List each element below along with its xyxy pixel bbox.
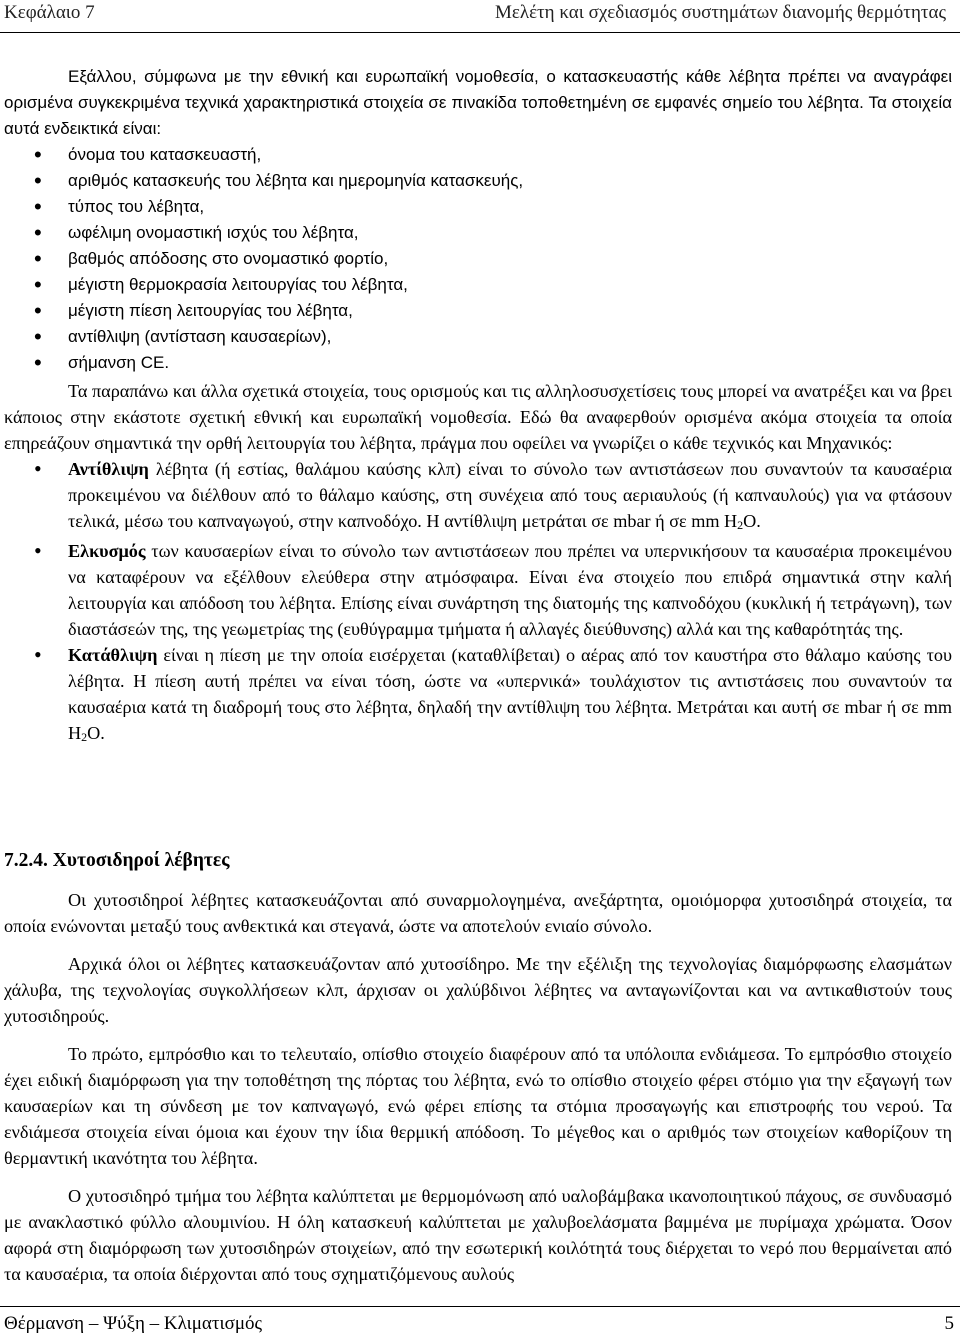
intro-block (4, 64, 952, 376)
page-footer (0, 1306, 960, 1337)
chapter-label: Κεφάλαιο 7 (4, 2, 95, 23)
list-item: • τύπος του λέβητα, (4, 194, 952, 220)
list-item: • βαθμός απόδοσης στο ονομαστικό φορτίο, (4, 246, 952, 272)
paragraph: Τα παραπάνω και άλλα σχετικά στοιχεία, τους ορισμούς και τις αλληλοσυσχετίσεις τους μπορεί να ανατρέξει και να βρει κάποιος στην εκάστοτε σχετική εθνική και ευρωπαϊκή νομοθεσία. Εδώ θα αναφερθούν ορισμένα ακόμα στοιχεία τα οποία επηρεάζουν σημαντικά την ορθή λειτουργία του λέβητα, πράγμα που οφείλει να γνωρίζει ο κάθε τεχνικός και Μηχανικός: (4, 381, 952, 453)
definitions-block (4, 378, 952, 750)
definition-term: Κατάθλιψη (68, 645, 158, 665)
section-number: 7.2.4. (4, 850, 48, 871)
plate-data-list (4, 142, 952, 376)
list-item: • σήμανση CE. (4, 350, 952, 376)
header-title: Μελέτη και σχεδιασμός συστημάτων διανομής θερμότητας (494, 2, 946, 23)
definition-item (4, 642, 952, 750)
intro-paragraph: Εξάλλου, σύμφωνα με την εθνική και ευρωπαϊκή νομοθεσία, ο κατασκευαστής κάθε λέβητα πρέπει να αναγράφει ορισμένα συγκεκριμένα τεχνικά χαρακτηριστικά στοιχεία σε πινακίδα τοποθετημένη σε εμφανές σημείο του λέβητα. Τα στοιχεία αυτά ενδεικτικά είναι: (4, 67, 952, 138)
list-item: • αντίθλιψη (αντίσταση καυσαερίων), (4, 324, 952, 350)
definition-term: Αντίθλιψη (68, 459, 149, 479)
definition-item (4, 456, 952, 538)
paragraph: Ο χυτοσιδηρό τμήμα του λέβητα καλύπτεται με θερμομόνωση από υαλοβάμβακα ικανοποιητικού πάχους, σε συνδυασμό με ανακλαστικό φύλλο αλουμινίου. Η όλη κατασκευή καλύπτεται με χαλυβοελάσματα βαμμένα με πυρίμαχα χρώματα. Όσον αφορά στη διαμόρφωση των χυτοσιδηρών στοιχείων, από την εσωτερική κοιλότητά τους διέρχεται το νερό που θερμαίνεται από τα καυσαέρια, τα οποία διέρχονται από τους σχηματιζόμενους αυλούς (4, 1186, 952, 1284)
definition-tail: O. (743, 511, 761, 531)
definition-text: λέβητα (ή εστίας, θαλάμου καύσης κλπ) είναι το σύνολο των αντιστάσεων που συναντούν τα καυσαέρια προκειμένου να διέλθουν από το θάλαμο καύσης, στη συνέχεια από τους αεριαυλούς (ή καπναυλούς) για να φτάσουν τελικά, μέσω του καπναγωγού, στην καπνοδόχο. Η αντίθλιψη μετράται σε mbar ή σε mm H (68, 459, 952, 531)
section-title: Χυτοσιδηροί λέβητες (52, 850, 230, 871)
list-item: • μέγιστη πίεση λειτουργίας του λέβητα, (4, 298, 952, 324)
page-header (0, 0, 960, 33)
definitions-list (4, 456, 952, 750)
section-body (4, 887, 952, 1287)
definition-term: Ελκυσμός (68, 541, 146, 561)
list-item: • μέγιστη θερμοκρασία λειτουργίας του λέβητα, (4, 272, 952, 298)
subscript: 2 (737, 518, 744, 532)
definition-tail: O. (87, 723, 105, 743)
list-item: • ωφέλιμη ονομαστική ισχύς του λέβητα, (4, 220, 952, 246)
section-heading (4, 850, 229, 872)
paragraph: Αρχικά όλοι οι λέβητες κατασκευάζονταν από χυτοσίδηρο. Με την εξέλιξη της τεχνολογίας διαμόρφωσης ελασμάτων χάλυβα, της τεχνολογίας συγκολλήσεων κλπ, άρχισαν οι χαλύβδινοι λέβητες να ανταγωνίζονται και να αντικαθιστούν τους χυτοσιδηρούς. (4, 954, 952, 1026)
subscript: 2 (81, 730, 88, 744)
list-item: • αριθμός κατασκευής του λέβητα και ημερομηνία κατασκευής, (4, 168, 952, 194)
definition-item (4, 538, 952, 642)
list-item: • όνομα του κατασκευαστή, (4, 142, 952, 168)
paragraph: Οι χυτοσιδηροί λέβητες κατασκευάζονται από συναρμολογημένα, ανεξάρτητα, ομοιόμορφα χυτοσιδηρά στοιχεία, τα οποία ενώνονται μεταξύ τους ανθεκτικά και στεγανά, ώστε να αποτελούν ενιαίο σύνολο. (4, 890, 952, 936)
page-number: 5 (944, 1313, 954, 1334)
footer-title: Θέρμανση – Ψύξη – Κλιματισμός (4, 1313, 263, 1334)
definition-text: των καυσαερίων είναι το σύνολο των αντιστάσεων που πρέπει να υπερνικήσουν τα καυσαέρια προκειμένου να καταφέρουν να εξέλθουν ελεύθερα στην ατμόσφαιρα. Είναι ένα στοιχείο που επιδρά σημαντικά στην καλή λειτουργία και απόδοση του λέβητα. Επίσης είναι συνάρτηση της διατομής της καπνοδόχου (κυκλική ή τετράγωνη), των διαστάσεών της, της γεωμετρίας της (ευθύγραμμα τμήματα ή αλλαγές διεύθυνσης) αλλά και της καθαρότητάς της. (68, 541, 952, 639)
definition-text: είναι η πίεση με την οποία εισέρχεται (καταθλίβεται) ο αέρας από τον καυστήρα στο θάλαμο καύσης του λέβητα. Η πίεση αυτή πρέπει να είναι τόση, ώστε να «υπερνικά» τουλάχιστον τις αντιστάσεις που συναντούν τα καυσαέρια κατά τη διαδρομή τους στο λέβητα, δηλαδή την αντίθλιψη του λέβητα. Μετράται και αυτή σε mbar ή σε mm H (68, 645, 952, 743)
paragraph: Το πρώτο, εμπρόσθιο και το τελευταίο, οπίσθιο στοιχείο διαφέρουν από τα υπόλοιπα ενδιάμεσα. Το εμπρόσθιο στοιχείο έχει ειδική διαμόρφωση για την τοποθέτηση της πόρτας του λέβητα, ενώ το οπίσθιο στοιχείο φέρει στόμιο για την εξαγωγή των καυσαερίων και τη σύνδεση με τον καπναγωγό, ενώ φέρει επίσης τα στόμια προσαγωγής και επιστροφής του νερού. Τα ενδιάμεσα στοιχεία είναι όμοια και έχουν την ίδια θερμική απόδοση. Το μέγεθος και ο αριθμός των στοιχείων καθορίζουν τη θερμαντική ικανότητα του λέβητα. (4, 1044, 952, 1168)
